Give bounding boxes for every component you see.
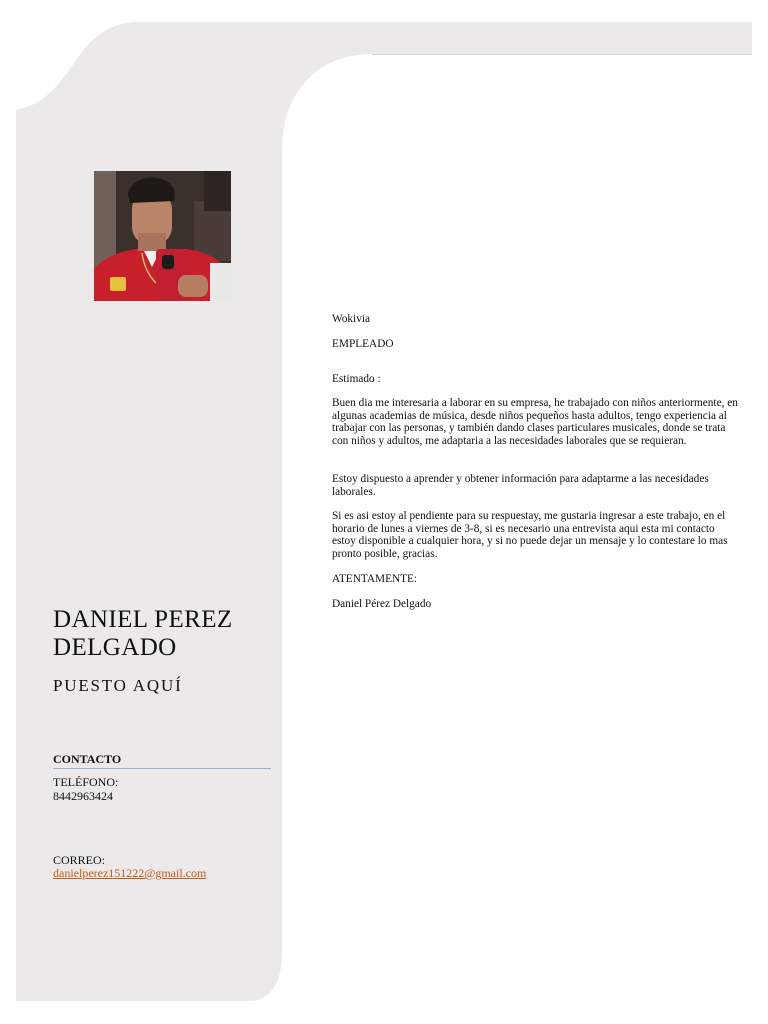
letter-paragraph: Si es asi estoy al pendiente para su respuestay, me gustaria ingresar a este trabajo, en el horario de lunes a viernes de 3-8, si es necesario una entrevista aqui esta mi contacto estoy disponible a cualquier hora, y si no puede dejar un mensaje y lo contestare lo mas pronto posible, gracias. xyxy=(332,510,728,560)
candidate-name: DANIEL PEREZ DELGADO xyxy=(53,606,233,661)
phone-number: 8442963424 xyxy=(53,789,113,803)
email-label: CORREO: xyxy=(53,853,106,867)
letter-paragraph: Buen dia me interesaria a laborar en su empresa, he trabajado con niños anteriormente, en algunas academias de música, desde niños pequeños hasta adultos, tengo experiencia al trabajar con las personas, y también dando clases particulares musicales, donde se trata con niños y adultos, me adaptaria a las necesidades laborales que se requieran. xyxy=(332,397,738,447)
phone-label: TELÉFONO: xyxy=(53,775,119,789)
letter-recipient: EMPLEADO xyxy=(332,338,394,350)
email-link[interactable]: danielperez151222@gmail.com xyxy=(53,866,207,880)
contact-heading: CONTACTO xyxy=(53,752,122,766)
letter-signature: Daniel Pérez Delgado xyxy=(332,598,432,610)
letter-company: Wokivia xyxy=(332,313,370,325)
letter-paragraph: Estoy dispuesto a aprender y obtener información para adaptarme a las necesidades laborales. xyxy=(332,473,709,498)
profile-photo-image xyxy=(94,171,231,301)
letter-greeting: Estimado : xyxy=(332,373,381,385)
job-position: PUESTO AQUÍ xyxy=(53,676,183,695)
contact-divider xyxy=(53,768,271,769)
profile-photo xyxy=(94,171,231,301)
letter-closing: ATENTAMENTE: xyxy=(332,573,418,585)
